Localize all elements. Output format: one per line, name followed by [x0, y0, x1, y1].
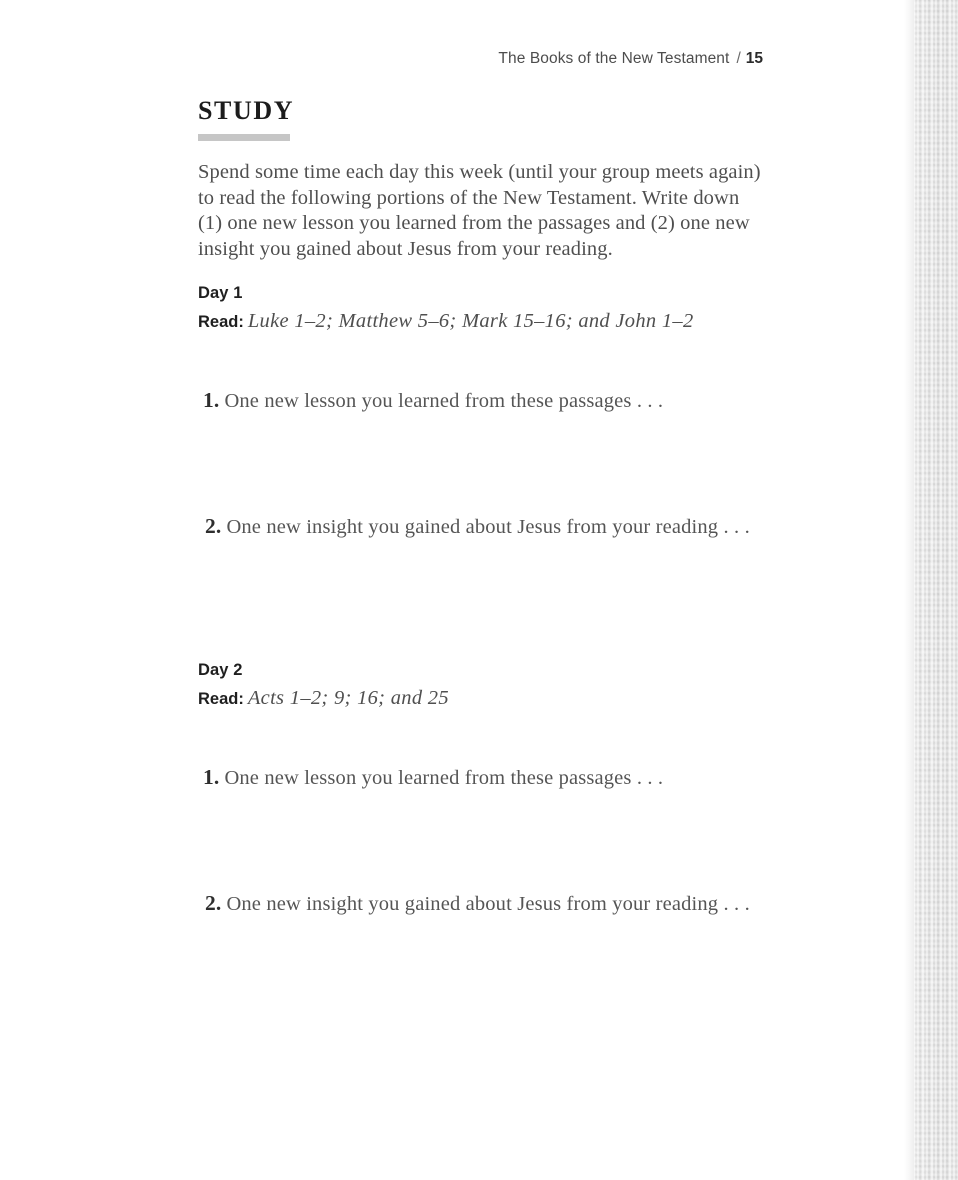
day-1-prompt-2 [205, 514, 750, 540]
day-2-block [198, 661, 798, 710]
day-1-prompt-1-number: 1. [203, 388, 220, 412]
day-1-references: Luke 1–2; Matthew 5–6; Mark 15–16; and John 1–2 [247, 310, 694, 332]
section-heading: STUDY [198, 96, 295, 125]
day-1-read-label: Read: [198, 313, 244, 331]
day-2-read-label: Read: [198, 690, 244, 708]
day-2-prompt-2-text: One new insight you gained about Jesus from your reading . . . [226, 893, 750, 915]
day-1-read-line [198, 310, 798, 333]
running-head-separator: / [736, 50, 741, 67]
day-2-prompt-2 [205, 891, 750, 917]
day-1-prompt-1 [203, 388, 663, 414]
intro-paragraph: Spend some time each day this week (until your group meets again) to read the following portions of the New Testament. Write down (1) one new lesson you learned from the passages and (2) one new insight you gained about Jesus from your reading. [198, 161, 761, 260]
day-1-prompt-2-text: One new insight you gained about Jesus from your reading . . . [226, 516, 750, 538]
heading-underline-rule [198, 134, 290, 141]
scanned-book-edge-texture [914, 0, 958, 1180]
page-edge-gradient [904, 0, 914, 1180]
day-1-label: Day 1 [198, 284, 243, 302]
day-2-prompt-1-text: One new lesson you learned from these passages . . . [224, 767, 664, 789]
day-2-read-line [198, 687, 798, 710]
day-2-prompt-2-number: 2. [205, 891, 222, 915]
day-1-block [198, 284, 798, 333]
page-number: 15 [745, 50, 763, 67]
running-head [198, 50, 763, 68]
day-2-references: Acts 1–2; 9; 16; and 25 [247, 687, 449, 709]
day-2-prompt-1 [203, 765, 663, 791]
running-head-title: The Books of the New Testament [498, 50, 730, 67]
day-1-prompt-1-text: One new lesson you learned from these passages . . . [224, 390, 664, 412]
day-2-prompt-1-number: 1. [203, 765, 220, 789]
day-1-prompt-2-number: 2. [205, 514, 222, 538]
day-2-label: Day 2 [198, 661, 243, 679]
